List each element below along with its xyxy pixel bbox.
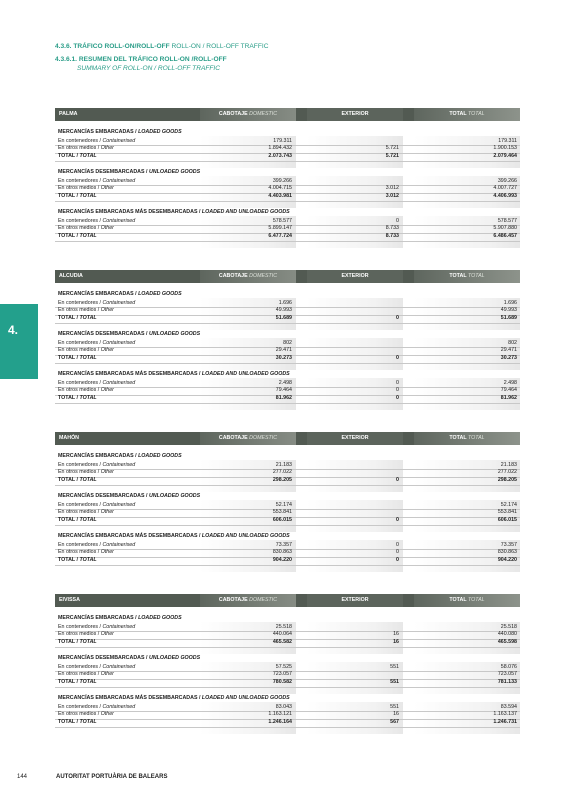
cell-cabotaje: 179.311 [273, 138, 292, 144]
section-title: MERCANCÍAS EMBARCADAS MÁS DESEMBARCADAS / LOADED AND UNLOADED GOODS [58, 533, 290, 539]
cell-exterior: 8.733 [385, 233, 399, 239]
table-section [55, 208, 520, 249]
divider [55, 485, 520, 486]
table-section [55, 694, 520, 735]
table-section [55, 532, 520, 573]
row-label: TOTAL / TOTAL [58, 193, 97, 199]
cell-exterior: 0 [396, 477, 399, 483]
row-label: En contenedores / Containerised [58, 624, 136, 630]
cell-exterior: 0 [396, 355, 399, 361]
row-label: En contenedores / Containerised [58, 300, 136, 306]
table-row [55, 152, 520, 160]
table-section [55, 128, 520, 169]
cell-cabotaje: 399.266 [272, 178, 292, 184]
table-row [55, 548, 520, 556]
page-number: 144 [17, 774, 28, 780]
section-title: MERCANCÍAS DESEMBARCADAS / UNLOADED GOODS [58, 169, 201, 175]
cell-exterior: 3.012 [385, 185, 399, 191]
table-row [55, 670, 520, 678]
cell-exterior: 551 [390, 704, 399, 710]
cell-exterior: 0 [396, 395, 399, 401]
col-cabotaje: CABOTAJE DOMESTIC [200, 432, 296, 445]
table-row [55, 184, 520, 192]
row-label: TOTAL / TOTAL [58, 517, 97, 523]
row-label: TOTAL / TOTAL [58, 719, 97, 725]
port-table [55, 432, 520, 563]
table-row [55, 710, 520, 718]
row-label: TOTAL / TOTAL [58, 395, 97, 401]
cell-total: 1.163.137 [493, 711, 517, 717]
table-header [55, 594, 520, 607]
cell-total: 1.900.153 [493, 145, 517, 151]
section-title: MERCANCÍAS EMBARCADAS MÁS DESEMBARCADAS / LOADED AND UNLOADED GOODS [58, 695, 290, 701]
col-exterior: EXTERIOR [307, 108, 403, 121]
table-row [55, 306, 520, 314]
cell-cabotaje: 830.863 [272, 549, 292, 555]
row-label: En contenedores / Containerised [58, 138, 136, 144]
row-label: En otros medios / Other [58, 347, 114, 353]
table-row [55, 678, 520, 686]
col-cabotaje: CABOTAJE DOMESTIC [200, 594, 296, 607]
chapter-tab [0, 304, 38, 379]
section-title: MERCANCÍAS DESEMBARCADAS / UNLOADED GOODS [58, 331, 201, 337]
row-label: En otros medios / Other [58, 225, 114, 231]
table-row [55, 476, 520, 484]
divider [55, 161, 520, 162]
col-total: TOTAL TOTAL [414, 432, 520, 445]
subsection-heading-en: SUMMARY OF ROLL-ON / ROLL-OFF TRAFFIC [77, 65, 221, 72]
row-label: TOTAL / TOTAL [58, 355, 97, 361]
divider [55, 687, 520, 688]
row-label: En contenedores / Containerised [58, 704, 136, 710]
row-label: En otros medios / Other [58, 631, 114, 637]
table-header [55, 432, 520, 445]
cell-total: 73.357 [500, 542, 517, 548]
cell-total: 5.907.880 [493, 225, 517, 231]
table-section [55, 492, 520, 533]
cell-cabotaje: 606.015 [272, 517, 292, 523]
cell-total: 606.015 [497, 517, 517, 523]
row-label: TOTAL / TOTAL [58, 153, 97, 159]
cell-total: 6.486.457 [493, 233, 517, 239]
col-exterior: EXTERIOR [307, 432, 403, 445]
cell-total: 904.220 [497, 557, 517, 563]
port-name: ALCUDIA [59, 273, 83, 279]
divider [55, 727, 520, 728]
chapter-number: 4. [8, 323, 19, 337]
table-section [55, 654, 520, 695]
row-label: TOTAL / TOTAL [58, 233, 97, 239]
row-label: En contenedores / Containerised [58, 340, 136, 346]
cell-total: 4.007.727 [493, 185, 517, 191]
cell-cabotaje: 723.057 [272, 671, 292, 677]
row-label: En otros medios / Other [58, 469, 114, 475]
cell-exterior: 5.721 [385, 145, 399, 151]
row-label: En otros medios / Other [58, 671, 114, 677]
cell-cabotaje: 4.004.715 [268, 185, 292, 191]
table-section [55, 370, 520, 411]
cell-total: 81.962 [500, 395, 517, 401]
cell-cabotaje: 578.577 [272, 218, 292, 224]
section-title: MERCANCÍAS DESEMBARCADAS / UNLOADED GOODS [58, 655, 201, 661]
cell-total: 179.311 [498, 138, 517, 144]
cell-total: 830.863 [497, 549, 517, 555]
cell-exterior: 0 [396, 387, 399, 393]
cell-exterior: 16 [393, 631, 399, 637]
cell-total: 578.577 [497, 218, 517, 224]
table-row [55, 224, 520, 232]
row-label: En contenedores / Containerised [58, 502, 136, 508]
cell-cabotaje: 2.498 [278, 380, 292, 386]
row-label: TOTAL / TOTAL [58, 477, 97, 483]
row-label: TOTAL / TOTAL [58, 315, 97, 321]
row-label: TOTAL / TOTAL [58, 557, 97, 563]
cell-total: 553.841 [497, 509, 517, 515]
row-label: En contenedores / Containerised [58, 178, 136, 184]
cell-total: 440.080 [497, 631, 517, 637]
cell-cabotaje: 51.689 [275, 315, 292, 321]
table-row [55, 508, 520, 516]
section-title: MERCANCÍAS EMBARCADAS / LOADED GOODS [58, 615, 182, 621]
table-row [55, 354, 520, 362]
cell-cabotaje: 83.043 [275, 704, 292, 710]
cell-total: 21.183 [500, 462, 517, 468]
port-name: MAHÓN [59, 435, 80, 441]
col-total: TOTAL TOTAL [414, 270, 520, 283]
cell-total: 49.993 [500, 307, 517, 313]
table-section [55, 614, 520, 655]
row-label: En otros medios / Other [58, 509, 114, 515]
table-row [55, 314, 520, 322]
divider [55, 241, 520, 242]
cell-cabotaje: 2.073.743 [268, 153, 292, 159]
table-row [55, 468, 520, 476]
cell-cabotaje: 29.471 [275, 347, 292, 353]
cell-cabotaje: 21.183 [275, 462, 292, 468]
cell-cabotaje: 780.582 [272, 679, 292, 685]
table-row [55, 394, 520, 402]
row-label: En otros medios / Other [58, 549, 114, 555]
table-section [55, 330, 520, 371]
cell-cabotaje: 553.841 [272, 509, 292, 515]
cell-cabotaje: 30.273 [275, 355, 292, 361]
col-exterior: EXTERIOR [307, 594, 403, 607]
divider [55, 403, 520, 404]
row-label: En contenedores / Containerised [58, 542, 136, 548]
divider [55, 565, 520, 566]
cell-total: 802 [508, 340, 517, 346]
divider [55, 647, 520, 648]
cell-exterior: 8.733 [385, 225, 399, 231]
table-header [55, 108, 520, 121]
cell-cabotaje: 52.174 [275, 502, 292, 508]
table-section [55, 168, 520, 209]
heading-es: 4.3.6. TRÁFICO ROLL-ON/ROLL-OFF [55, 43, 170, 50]
cell-total: 1.246.731 [493, 719, 517, 725]
row-label: En otros medios / Other [58, 185, 114, 191]
port-table [55, 108, 520, 239]
cell-cabotaje: 1.696 [278, 300, 292, 306]
cell-cabotaje: 25.518 [275, 624, 292, 630]
cell-exterior: 0 [396, 549, 399, 555]
cell-cabotaje: 1.246.164 [268, 719, 292, 725]
cell-exterior: 16 [393, 639, 399, 645]
cell-exterior: 0 [396, 380, 399, 386]
cell-cabotaje: 6.477.724 [268, 233, 292, 239]
cell-exterior: 0 [396, 315, 399, 321]
table-section [55, 290, 520, 331]
cell-cabotaje: 5.899.147 [268, 225, 292, 231]
cell-cabotaje: 802 [283, 340, 292, 346]
col-total: TOTAL TOTAL [414, 108, 520, 121]
cell-cabotaje: 81.962 [275, 395, 292, 401]
row-label: En contenedores / Containerised [58, 462, 136, 468]
cell-total: 58.076 [500, 664, 517, 670]
cell-cabotaje: 49.993 [275, 307, 292, 313]
cell-total: 399.266 [497, 178, 517, 184]
cell-exterior: 5.721 [385, 153, 399, 159]
cell-cabotaje: 4.403.981 [268, 193, 292, 199]
row-label: En otros medios / Other [58, 711, 114, 717]
cell-total: 83.594 [500, 704, 517, 710]
cell-total: 1.696 [503, 300, 517, 306]
divider [55, 201, 520, 202]
cell-cabotaje: 440.064 [272, 631, 292, 637]
cell-exterior: 3.012 [385, 193, 399, 199]
table-section [55, 452, 520, 493]
col-total: TOTAL TOTAL [414, 594, 520, 607]
table-header [55, 270, 520, 283]
col-cabotaje: CABOTAJE DOMESTIC [200, 108, 296, 121]
cell-cabotaje: 57.525 [275, 664, 292, 670]
cell-total: 51.689 [500, 315, 517, 321]
cell-total: 4.406.993 [493, 193, 517, 199]
section-title: MERCANCÍAS DESEMBARCADAS / UNLOADED GOODS [58, 493, 201, 499]
table-row [55, 386, 520, 394]
cell-cabotaje: 904.220 [272, 557, 292, 563]
row-label: En contenedores / Containerised [58, 664, 136, 670]
row-label: TOTAL / TOTAL [58, 639, 97, 645]
cell-cabotaje: 1.163.121 [268, 711, 292, 717]
col-exterior: EXTERIOR [307, 270, 403, 283]
row-label: En contenedores / Containerised [58, 380, 136, 386]
cell-cabotaje: 465.582 [272, 639, 292, 645]
row-label: En contenedores / Containerised [58, 218, 136, 224]
table-row [55, 516, 520, 524]
section-title: MERCANCÍAS EMBARCADAS / LOADED GOODS [58, 129, 182, 135]
cell-total: 465.598 [497, 639, 517, 645]
cell-cabotaje: 298.205 [272, 477, 292, 483]
table-row [55, 192, 520, 200]
cell-total: 30.273 [500, 355, 517, 361]
footer-organization: AUTORITAT PORTUÀRIA DE BALEARS [56, 774, 168, 780]
cell-cabotaje: 1.894.432 [268, 145, 292, 151]
section-title: MERCANCÍAS EMBARCADAS MÁS DESEMBARCADAS / LOADED AND UNLOADED GOODS [58, 371, 290, 377]
divider [55, 525, 520, 526]
cell-exterior: 0 [396, 517, 399, 523]
port-name: PALMA [59, 111, 78, 117]
row-label: En otros medios / Other [58, 307, 114, 313]
cell-total: 298.205 [497, 477, 517, 483]
port-table [55, 270, 520, 401]
table-row [55, 630, 520, 638]
cell-total: 52.174 [500, 502, 517, 508]
cell-total: 25.518 [500, 624, 517, 630]
table-row [55, 346, 520, 354]
subsection-heading: 4.3.6.1. RESUMEN DEL TRÁFICO ROLL-ON /ROLL-OFF [55, 56, 227, 63]
cell-total: 2.079.464 [493, 153, 517, 159]
cell-exterior: 0 [396, 542, 399, 548]
divider [55, 323, 520, 324]
table-row [55, 232, 520, 240]
cell-total: 79.464 [500, 387, 517, 393]
cell-total: 277.022 [497, 469, 517, 475]
cell-exterior: 551 [390, 679, 399, 685]
table-row [55, 556, 520, 564]
cell-cabotaje: 277.022 [272, 469, 292, 475]
section-title: MERCANCÍAS EMBARCADAS / LOADED GOODS [58, 453, 182, 459]
divider [55, 363, 520, 364]
cell-exterior: 0 [396, 557, 399, 563]
cell-exterior: 0 [396, 218, 399, 224]
cell-exterior: 16 [393, 711, 399, 717]
cell-total: 2.498 [503, 380, 517, 386]
row-label: En otros medios / Other [58, 145, 114, 151]
cell-total: 781.133 [497, 679, 517, 685]
cell-cabotaje: 79.464 [275, 387, 292, 393]
col-cabotaje: CABOTAJE DOMESTIC [200, 270, 296, 283]
table-row [55, 718, 520, 726]
cell-cabotaje: 73.357 [275, 542, 292, 548]
section-title: MERCANCÍAS EMBARCADAS / LOADED GOODS [58, 291, 182, 297]
row-label: En otros medios / Other [58, 387, 114, 393]
cell-total: 723.057 [497, 671, 517, 677]
cell-total: 29.471 [500, 347, 517, 353]
table-row [55, 144, 520, 152]
port-table [55, 594, 520, 725]
section-title: MERCANCÍAS EMBARCADAS MÁS DESEMBARCADAS / LOADED AND UNLOADED GOODS [58, 209, 290, 215]
section-heading [55, 43, 268, 51]
port-name: EIVISSA [59, 597, 80, 603]
table-row [55, 638, 520, 646]
heading-en: ROLL-ON / ROLL-OFF TRAFFIC [171, 43, 269, 50]
cell-exterior: 567 [390, 719, 399, 725]
cell-exterior: 551 [390, 664, 399, 670]
row-label: TOTAL / TOTAL [58, 679, 97, 685]
